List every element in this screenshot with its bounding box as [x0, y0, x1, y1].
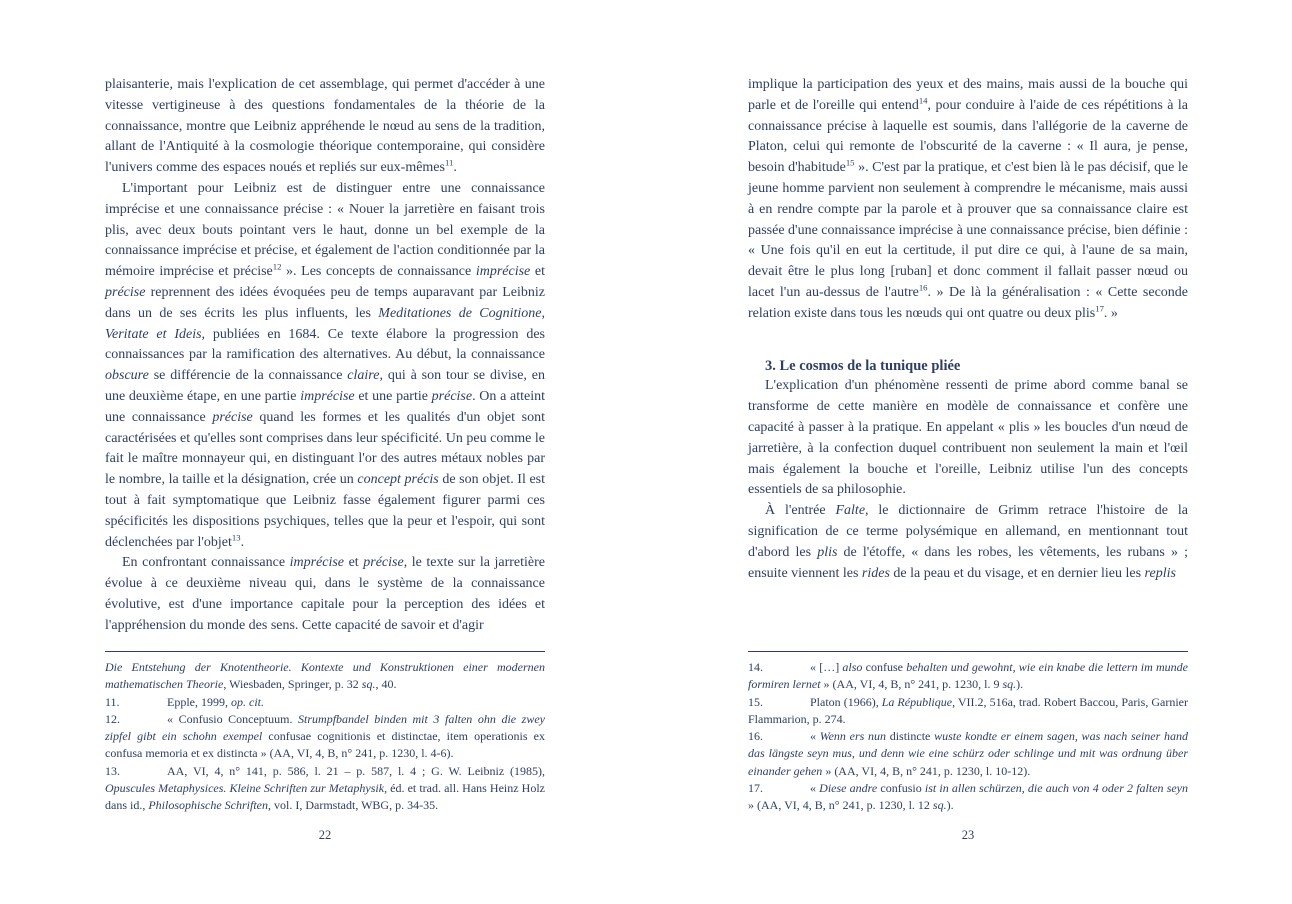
text-run: précise	[105, 284, 146, 300]
text-run: Diese andre	[819, 781, 878, 796]
footnote	[748, 659, 1188, 694]
text-run: plaisanterie, mais l'explication de cet assemblage, qui permet d'accéder à une vitesse vertigineuse à des questions fondamentales de la théorie de la connaissance, montre que Leibniz appréhende le nœud au sens de la tradition, allant de l'Antiquité à la cosmologie théorique contemporaine, qui considère l'univers comme des espaces noués et repliés sur eux-mêmes	[105, 77, 545, 176]
text-run: publiées en 1684. Ce texte élabore la progression des connaissances par la ramification des alternatives. Au début, la connaissance	[105, 326, 545, 363]
text-run: , 40.	[375, 677, 397, 692]
text-run: reprennent des idées évoquées peu de temps auparavant par Leibniz dans un de ses écrits les plus influents, les	[105, 284, 545, 321]
text-run: , le texte sur la jarretière évolue à ce deuxième niveau qui, dans le système de la connaissance évolutive, est d'une importance capitale pour la perception des idées et l'appréhension du monde des sens. Cette capacité de savoir et d'agir	[105, 555, 545, 633]
text-run: » (AA, VI, 4, B, n° 241, p. 1230, l. 10-12).	[822, 763, 1031, 778]
footnote	[105, 763, 545, 815]
text-run: se différencie de la connaissance	[148, 368, 348, 384]
footnote-reference: 17	[1095, 303, 1104, 314]
footnote-number: 11.	[105, 694, 120, 709]
text-run: Opuscules Metaphysices. Kleine Schriften zur Metaphysik	[105, 781, 385, 796]
paragraph	[105, 75, 545, 179]
paragraph	[105, 179, 545, 553]
text-run: AA, VI, 4, n° 141, p. 586, l. 21 – p. 587, l. 4 ; G. W. Leibniz (1985),	[167, 763, 545, 778]
text-run: ).	[1016, 677, 1024, 692]
text-run: ». C'est par la pratique, et c'est bien là le pas décisif, que le jeune homme parvient non seulement à comprendre le mécanisme, mais aussi à en rendre compte par la parole et à prouver que sa connaissance claire est passée d'une connaissance imprécise à une connaissance précise, bien définie : « Une fois qu'il en eut la certitude, il put dire ce qui, à l'aune de sa main, devait être le plus long [ruban] et donc comment il fallait passer nœud ou lacet l'un au-dessus de l'autre	[748, 160, 1189, 300]
text-run: , le dictionnaire de Grimm retrace l'histoire de la signification de ce terme polysémique en allemand, en mentionnant tout d'abord les	[748, 503, 1188, 560]
text-run: sq.	[1002, 677, 1017, 692]
text-run: .	[240, 534, 245, 550]
text-run: précise	[212, 409, 253, 425]
text-run: Meditationes de Cognitione, Veritate et Ideis,	[105, 305, 545, 342]
footnote	[748, 728, 1188, 780]
page-22-body	[105, 75, 545, 637]
text-run: implique la participation des yeux et des mains, mais aussi de la bouche qui parle et de l'oreille qui entend	[748, 77, 1188, 113]
text-run: plis	[817, 544, 838, 560]
text-run: » (AA, VI, 4, B, n° 241, p. 1230, l. 12	[748, 798, 933, 813]
text-run: imprécise	[300, 388, 355, 404]
footnote	[748, 694, 1188, 729]
footnote-reference: 12	[272, 261, 282, 272]
text-run: . »	[1103, 305, 1118, 321]
text-run: , vol. I, Darmstadt, WBG, p. 34-35.	[268, 798, 439, 813]
footnote	[105, 659, 545, 694]
footnote-reference: 15	[845, 157, 855, 168]
text-run: et	[344, 555, 364, 571]
page-22	[105, 0, 545, 904]
text-run: de l'étoffe, « dans les robes, les vêtements, les rubans » ; ensuite viennent les	[748, 544, 1188, 581]
page-number-left: 22	[318, 828, 332, 842]
text-run: 3. Le cosmos de la tunique pliée	[765, 357, 961, 374]
text-run: et une partie	[354, 388, 432, 404]
text-run: .	[453, 160, 457, 176]
footnote-reference: 13	[231, 531, 241, 542]
text-run: imprécise	[289, 555, 345, 571]
text-run: rides	[861, 565, 890, 581]
text-run: confuse	[862, 660, 907, 674]
text-run: « Confusio Conceptuum.	[167, 711, 299, 726]
footnote-number: 14.	[748, 660, 763, 674]
text-run: confusio	[877, 781, 925, 796]
text-run: wuste kondte er einem sagen, was nach seiner hand das längste seyn mus, und denn wie eine schürz oder schlinge und mit was ordnung über einander gehen	[748, 729, 1188, 778]
text-run: Epple, 1999,	[167, 694, 231, 709]
text-run: ist in allen schürzen, die auch von 4 oder 2 falten seyn	[924, 781, 1189, 796]
text-run: replis	[1144, 565, 1176, 581]
text-run: ». Les concepts de connaissance	[281, 264, 476, 280]
text-run: op. cit.	[231, 694, 264, 709]
text-run: Wenn ers nun	[819, 729, 886, 744]
footnote-number: 13.	[105, 763, 120, 778]
text-run: de son objet. Il est tout à fait symptomatique que Leibniz fasse également figurer parmi ces spécificités les dispositions psychiques, telles que la peur et l'espoir, qui sont déclenchées par l'objet	[105, 472, 545, 550]
page-23	[748, 0, 1188, 904]
text-run: Falte	[835, 503, 866, 519]
paragraph	[748, 501, 1188, 584]
footnote-number: 17.	[748, 781, 763, 796]
paragraph	[105, 553, 545, 636]
footnote-reference: 11	[444, 157, 454, 168]
text-run: obscure	[105, 368, 149, 384]
text-run: , Wiesbaden, Springer, p. 32	[223, 677, 362, 692]
text-run: «	[810, 781, 820, 796]
text-run: En confrontant connaissance	[122, 555, 290, 571]
text-run: À l'entrée	[765, 503, 836, 519]
paragraph	[748, 376, 1188, 501]
footnote-number: 16.	[748, 729, 763, 744]
text-run: » (AA, VI, 4, B, n° 241, p. 1230, l. 9	[820, 677, 1003, 692]
text-run: also	[842, 660, 863, 674]
text-run: imprécise	[475, 264, 531, 280]
text-run: et	[530, 264, 545, 280]
text-run: Die Entstehung der Knotentheorie. Kontexte und Konstruktionen einer modernen mathematischen Theorie	[105, 660, 545, 692]
footnote-number: 15.	[748, 694, 763, 709]
text-run: L'important pour Leibniz est de distinguer entre une connaissance imprécise et une connaissance précise : « Nouer la jarretière en faisant trois plis, avec deux bouts pointant vers le haut, donne un bel exemple de la connaissance imprécise et précise, et également de l'action conditionnée par la mémoire imprécise et précise	[105, 180, 545, 280]
text-run: Strumpfbandel binden mit 3 falten ohn die zwey zipfel gibt ein schohn exempel	[105, 711, 546, 744]
section-heading	[748, 356, 1188, 377]
footnote-separator-rule	[105, 651, 545, 652]
footnote-reference: 14	[918, 95, 928, 106]
text-run: La République	[881, 694, 953, 709]
page-23-footnotes	[748, 651, 1188, 815]
text-run: , éd. et trad. all. Hans Heinz Holz dans id.,	[105, 781, 546, 813]
page-23-body	[748, 75, 1188, 584]
text-run: distincte	[886, 729, 935, 744]
text-run: sq.	[361, 677, 376, 692]
text-run: Philosophische Schriften	[148, 798, 268, 813]
text-run: précise	[431, 388, 473, 404]
text-run: sq.	[932, 798, 947, 813]
text-run: concept précis	[357, 472, 439, 488]
footnote-reference: 16	[918, 282, 928, 293]
footnote-separator-rule	[748, 651, 1188, 652]
text-run: de la peau et du visage, et en dernier lieu les	[889, 565, 1145, 581]
text-run: claire	[347, 368, 380, 384]
text-run: « […]	[810, 660, 843, 674]
text-run: , qui à son tour se divise, en une deuxième étape, en une partie	[105, 368, 546, 404]
footnote	[748, 780, 1188, 815]
text-run: ).	[946, 798, 954, 813]
page-23-footnote-list	[748, 659, 1188, 815]
text-run: , pour conduire à l'aide de ces répétitions à la connaissance précise à laquelle est soumis, dans l'allégorie de la caverne de Platon, celui qui remonte de l'obscurité de la caverne : « Il aura, je pense, besoin d'habitude	[748, 97, 1188, 176]
paragraph	[748, 75, 1188, 325]
text-run: . » De là la généralisation : « Cette seconde relation existe dans tous les nœuds qui ont quatre ou deux plis	[748, 284, 1188, 321]
text-run: , VII.2, 516a, trad. Robert Baccou, Paris, Garnier Flammarion, p. 274.	[748, 694, 1188, 726]
text-run: quand les formes et les qualités d'un objet sont caractérisées et qu'elles sont comprises dans leur spécificité. Un peu comme le fait le maître monnayeur qui, en distinguant l'or des autres métaux nobles par le nombre, la taille et la désignation, crée un	[105, 409, 545, 488]
text-run: Platon (1966),	[810, 694, 882, 709]
page-22-footnote-list	[105, 659, 545, 815]
text-run: . On a atteint une connaissance	[105, 388, 546, 425]
page-number-right: 23	[961, 828, 975, 842]
text-run: précise	[363, 555, 404, 571]
text-run: L'explication d'un phénomène ressenti de prime abord comme banal se transforme de cette manière en modèle de connaissance et confère une capacité à passer à la pratique. En appelant « plis » les boucles d'un nœud de jarretière, à la confection duquel contribuent non seulement la main et l'œil mais également la bouche et l'oreille, Leibniz utilise l'un des concepts essentiels de sa philosophie.	[748, 378, 1188, 498]
text-run: confusae cognitionis et distinctae, item operationis ex confusa memoria et ex distincta » (AA, VI, 4, B, n° 241, p. 1230, l. 4-6).	[105, 729, 545, 761]
footnote	[105, 694, 545, 711]
text-run: behalten und gewohnt, wie ein knabe die lettern im munde formiren lernet	[748, 660, 1189, 692]
footnote-number: 12.	[105, 711, 120, 726]
text-run: «	[810, 729, 820, 744]
footnote	[105, 711, 545, 763]
page-22-footnotes	[105, 651, 545, 815]
